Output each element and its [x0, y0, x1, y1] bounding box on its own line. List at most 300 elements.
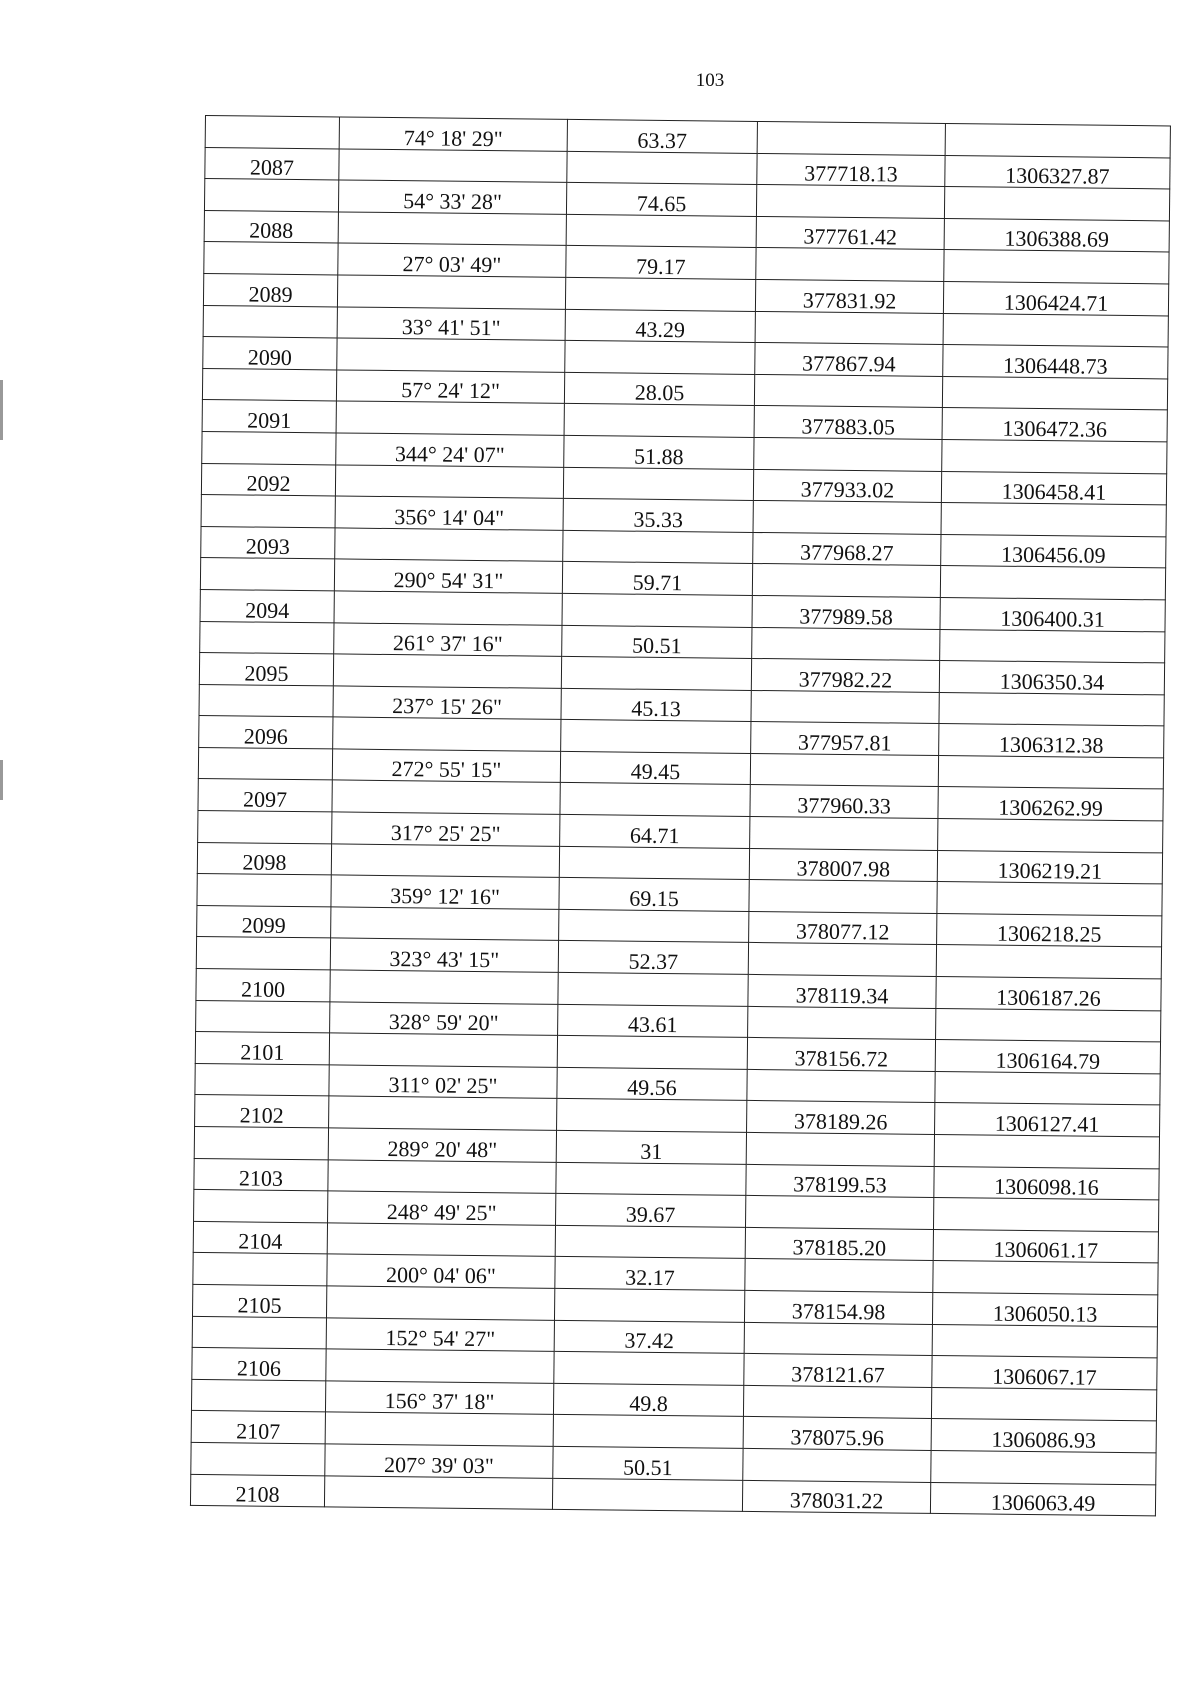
northing-value: 1306262.99 [998, 794, 1103, 821]
northing-cell [933, 1229, 1158, 1263]
northing-cell [936, 1008, 1161, 1042]
station-cell [193, 1253, 327, 1286]
bearing-cell [326, 1286, 554, 1320]
northing-value: 1306400.31 [1000, 605, 1105, 632]
station-cell [195, 1032, 329, 1065]
distance-cell [558, 941, 748, 975]
easting-cell [753, 501, 941, 535]
station-value: 2099 [241, 912, 286, 939]
northing-value: 1306127.41 [994, 1110, 1100, 1137]
northing-cell [933, 1261, 1158, 1295]
distance-value: 43.61 [627, 1011, 678, 1038]
bearing-cell [334, 622, 562, 656]
distance-cell [560, 783, 750, 817]
easting-cell [745, 1259, 933, 1293]
station-value: 2105 [237, 1291, 282, 1318]
easting-cell [751, 659, 939, 693]
northing-value: 1306472.36 [1002, 415, 1108, 442]
northing-value: 1306388.69 [1004, 226, 1110, 253]
northing-cell [944, 250, 1169, 284]
station-value: 2098 [242, 849, 287, 876]
easting-cell [752, 627, 940, 661]
distance-cell [552, 1478, 742, 1512]
easting-value: 377867.94 [801, 350, 896, 377]
bearing-cell [333, 654, 561, 688]
northing-cell [944, 187, 1169, 221]
distance-value: 45.13 [631, 695, 681, 722]
bearing-value: 74° 18' 29" [403, 124, 503, 151]
distance-cell [564, 435, 754, 469]
easting-value: 378185.20 [792, 1234, 887, 1261]
northing-value: 1306187.26 [996, 984, 1101, 1011]
bearing-value: 359° 12' 16" [390, 882, 501, 910]
bearing-cell [330, 1002, 558, 1036]
bearing-cell [329, 1065, 557, 1099]
distance-cell [557, 1067, 747, 1101]
bearing-cell [333, 717, 561, 751]
northing-cell [935, 1071, 1160, 1105]
easting-value: 378154.98 [791, 1297, 886, 1324]
easting-cell [748, 943, 936, 977]
distance-cell [559, 878, 749, 912]
bearing-cell [331, 907, 559, 941]
bearing-value: 54° 33' 28" [403, 187, 503, 214]
table-body [190, 116, 1170, 1516]
station-cell [197, 842, 331, 875]
station-value: 2101 [240, 1039, 285, 1065]
easting-cell [749, 848, 937, 882]
easting-cell [752, 595, 940, 629]
easting-cell [746, 1132, 934, 1166]
easting-value: 378077.12 [795, 918, 890, 945]
bearing-cell [336, 433, 564, 467]
station-value: 2093 [245, 533, 290, 560]
station-cell [194, 1190, 328, 1223]
distance-cell [566, 214, 756, 248]
bearing-cell [327, 1223, 555, 1257]
easting-cell [756, 248, 944, 282]
northing-value: 1306219.21 [997, 857, 1103, 885]
station-cell [192, 1316, 326, 1349]
northing-value: 1306327.87 [1005, 162, 1110, 189]
northing-cell [940, 629, 1165, 663]
station-value: 2106 [236, 1355, 282, 1381]
easting-cell [757, 121, 945, 155]
bearing-value: 356° 14' 04" [394, 503, 505, 530]
distance-cell [566, 183, 756, 217]
distance-cell [559, 909, 749, 943]
easting-cell [751, 690, 939, 724]
distance-cell [555, 1225, 745, 1259]
distance-cell [553, 1383, 743, 1417]
northing-cell [932, 1292, 1157, 1326]
bearing-cell [332, 780, 560, 814]
station-cell [205, 147, 339, 180]
station-cell [195, 1063, 329, 1096]
northing-cell [938, 819, 1163, 853]
page-number: 103 [695, 70, 725, 91]
bearing-cell [338, 212, 566, 246]
bearing-cell [337, 275, 565, 309]
distance-value: 74.65 [636, 190, 687, 216]
northing-cell [942, 439, 1167, 473]
bearing-cell [334, 591, 562, 625]
distance-value: 37.42 [624, 1327, 675, 1354]
northing-value: 1306086.93 [991, 1426, 1097, 1453]
bearing-value: 33° 41' 51" [401, 314, 501, 341]
northing-cell [942, 408, 1167, 442]
bearing-cell [339, 117, 567, 151]
distance-cell [554, 1320, 744, 1354]
station-value: 2103 [238, 1165, 284, 1192]
station-cell [197, 905, 331, 938]
station-value: 2107 [236, 1418, 281, 1444]
station-cell [195, 1095, 329, 1128]
station-cell [203, 305, 337, 338]
station-cell [203, 337, 337, 370]
distance-value: 79.17 [636, 253, 686, 280]
bearing-cell [334, 559, 562, 593]
northing-cell [945, 155, 1170, 189]
northing-value: 1306218.25 [996, 921, 1102, 948]
northing-value: 1306350.34 [999, 668, 1105, 695]
bearing-cell [328, 1128, 556, 1162]
station-cell [201, 463, 335, 496]
northing-cell [931, 1419, 1156, 1453]
easting-value: 378121.67 [791, 1361, 885, 1388]
northing-cell [944, 218, 1169, 252]
distance-cell [563, 530, 753, 564]
easting-cell [756, 216, 944, 250]
station-value: 2091 [247, 407, 292, 433]
distance-cell [562, 625, 752, 659]
easting-cell [750, 753, 938, 787]
northing-cell [943, 281, 1168, 315]
station-cell [197, 874, 331, 907]
station-cell [193, 1284, 327, 1317]
northing-cell [943, 345, 1168, 379]
station-cell [198, 811, 332, 844]
easting-value: 378007.98 [796, 855, 891, 882]
northing-cell [939, 692, 1164, 726]
station-cell [191, 1411, 325, 1444]
bearing-value: 237° 15' 26" [392, 693, 503, 720]
bearing-cell [325, 1444, 553, 1478]
distance-value: 49.8 [629, 1391, 668, 1417]
bearing-value: 317° 25' 25" [390, 819, 501, 846]
distance-cell [560, 814, 750, 848]
northing-cell [943, 313, 1168, 347]
northing-value: 1306448.73 [1002, 352, 1108, 379]
easting-cell [754, 374, 942, 408]
northing-cell [935, 1040, 1160, 1074]
station-cell [204, 179, 338, 212]
easting-cell [748, 1006, 936, 1040]
distance-value: 49.56 [627, 1075, 677, 1101]
station-cell [192, 1348, 326, 1381]
northing-value: 1306050.13 [992, 1300, 1098, 1327]
station-cell [200, 589, 334, 622]
distance-cell [566, 246, 756, 280]
distance-value: 39.67 [625, 1201, 676, 1227]
station-value: 2087 [249, 154, 295, 181]
bearing-cell [339, 149, 567, 183]
distance-value: 35.33 [633, 506, 684, 532]
easting-value: 377761.42 [803, 223, 898, 250]
bearing-cell [324, 1475, 552, 1509]
northing-cell [933, 1198, 1158, 1232]
bearing-cell [328, 1159, 556, 1193]
northing-cell [931, 1387, 1156, 1421]
easting-cell [753, 469, 941, 503]
station-value: 2097 [242, 786, 288, 812]
easting-value: 378031.22 [789, 1487, 884, 1514]
distance-cell [563, 499, 753, 533]
distance-cell [560, 751, 750, 785]
bearing-value: 290° 54' 31" [393, 566, 504, 594]
distance-value: 43.29 [635, 316, 686, 343]
northing-cell [934, 1166, 1159, 1200]
bearing-cell [336, 370, 564, 404]
distance-cell [558, 1004, 748, 1038]
station-cell [199, 653, 333, 686]
distance-cell [561, 688, 751, 722]
bearing-value: 323° 43' 15" [389, 946, 500, 973]
distance-value: 59.71 [632, 569, 683, 596]
distance-cell [554, 1352, 744, 1386]
northing-cell [937, 850, 1162, 884]
northing-cell [934, 1134, 1159, 1168]
easting-cell [744, 1354, 932, 1388]
station-cell [194, 1158, 328, 1191]
station-cell [203, 273, 337, 306]
station-cell [191, 1442, 325, 1475]
easting-cell [745, 1196, 933, 1230]
bearing-cell [338, 243, 566, 277]
northing-cell [937, 882, 1162, 916]
bearing-cell [333, 686, 561, 720]
easting-value: 377831.92 [802, 287, 897, 314]
station-value: 2102 [239, 1102, 284, 1128]
bearing-value: 289° 20' 48" [387, 1135, 498, 1162]
distance-value: 50.51 [623, 1454, 673, 1480]
station-cell [202, 400, 336, 433]
easting-value: 377982.22 [798, 666, 893, 693]
easting-cell [747, 1101, 935, 1135]
bearing-cell [337, 307, 565, 341]
station-cell [202, 431, 336, 464]
station-cell [204, 242, 338, 275]
station-cell [196, 937, 330, 970]
easting-cell [743, 1448, 931, 1482]
distance-value: 50.51 [631, 632, 682, 659]
bearing-cell [331, 875, 559, 909]
distance-cell [556, 1130, 746, 1164]
station-cell [199, 716, 333, 749]
northing-cell [937, 913, 1162, 947]
distance-value: 64.71 [629, 822, 680, 848]
station-cell [200, 558, 334, 591]
bearing-cell [336, 401, 564, 435]
easting-cell [742, 1480, 930, 1514]
easting-value: 377957.81 [797, 729, 892, 756]
distance-cell [556, 1194, 746, 1228]
northing-cell [941, 503, 1166, 537]
distance-cell [561, 720, 751, 754]
easting-cell [755, 343, 943, 377]
station-value: 2108 [235, 1481, 280, 1508]
bearing-cell [338, 180, 566, 214]
easting-cell [750, 817, 938, 851]
bearing-value: 156° 37' 18" [384, 1388, 495, 1415]
distance-cell [558, 972, 748, 1006]
northing-cell [940, 566, 1165, 600]
easting-value: 378189.26 [793, 1108, 888, 1135]
easting-cell [755, 311, 943, 345]
bearing-cell [329, 1096, 557, 1130]
easting-value: 377989.58 [799, 602, 893, 629]
distance-cell [563, 467, 753, 501]
easting-cell [743, 1385, 931, 1419]
distance-cell [559, 846, 749, 880]
station-cell [201, 526, 335, 559]
station-value: 2089 [248, 281, 293, 307]
distance-cell [564, 404, 754, 438]
distance-value: 32.17 [625, 1264, 675, 1291]
bearing-cell [325, 1412, 553, 1446]
bearing-cell [330, 938, 558, 972]
easting-cell [752, 564, 940, 598]
northing-cell [945, 124, 1170, 158]
station-value: 2090 [247, 344, 293, 370]
easting-cell [745, 1227, 933, 1261]
northing-cell [932, 1356, 1157, 1390]
bearing-value: 207° 39' 03" [383, 1451, 494, 1478]
northing-cell [936, 945, 1161, 979]
station-cell [194, 1126, 328, 1159]
bearing-value: 261° 37' 16" [392, 630, 503, 657]
easting-value: 377933.02 [800, 476, 895, 503]
distance-cell [565, 309, 755, 343]
easting-cell [756, 185, 944, 219]
station-cell [190, 1474, 324, 1507]
distance-value: 28.05 [634, 380, 685, 406]
distance-value: 31 [640, 1138, 663, 1164]
easting-cell [755, 279, 943, 313]
station-cell [198, 779, 332, 812]
distance-cell [567, 119, 757, 153]
easting-value: 377883.05 [801, 413, 896, 440]
bearing-cell [325, 1381, 553, 1415]
northing-value: 1306061.17 [993, 1236, 1099, 1264]
easting-cell [743, 1417, 931, 1451]
easting-value: 378119.34 [795, 982, 889, 1009]
station-cell [196, 968, 330, 1001]
easting-cell [754, 406, 942, 440]
station-cell [205, 116, 339, 149]
distance-cell [567, 151, 757, 185]
easting-value: 377960.33 [797, 792, 891, 819]
survey-coordinates-table [190, 115, 1171, 1516]
station-cell [196, 1000, 330, 1033]
station-cell [199, 684, 333, 717]
distance-cell [562, 562, 752, 596]
northing-cell [940, 597, 1165, 631]
northing-value: 1306164.79 [995, 1047, 1101, 1074]
bearing-value: 200° 04' 06" [385, 1261, 496, 1289]
northing-cell [938, 787, 1163, 821]
bearing-cell [335, 496, 563, 530]
northing-value: 1306063.49 [990, 1489, 1096, 1516]
easting-cell [747, 1038, 935, 1072]
bearing-cell [335, 464, 563, 498]
distance-value: 51.88 [633, 443, 684, 469]
northing-value: 1306456.09 [1000, 541, 1106, 569]
distance-cell [557, 1036, 747, 1070]
station-value: 2088 [249, 217, 294, 244]
station-value: 2094 [245, 596, 290, 623]
station-cell [198, 747, 332, 780]
distance-cell [556, 1162, 746, 1196]
easting-cell [749, 911, 937, 945]
scan-edge-mark [0, 380, 3, 440]
distance-cell [554, 1288, 744, 1322]
station-cell [191, 1379, 325, 1412]
station-cell [204, 210, 338, 243]
station-cell [193, 1221, 327, 1254]
bearing-value: 152° 54' 27" [385, 1325, 496, 1352]
northing-value: 1306458.41 [1001, 478, 1107, 505]
scan-edge-mark [0, 760, 3, 800]
station-value: 2092 [246, 470, 291, 497]
bearing-cell [332, 749, 560, 783]
distance-cell [553, 1415, 743, 1449]
bearing-value: 57° 24' 12" [401, 377, 501, 404]
easting-value: 378199.53 [793, 1171, 887, 1198]
easting-cell [746, 1164, 934, 1198]
northing-cell [939, 724, 1164, 758]
distance-cell [564, 372, 754, 406]
station-value: 2095 [244, 660, 289, 686]
easting-cell [748, 974, 936, 1008]
northing-cell [931, 1450, 1156, 1484]
northing-value: 1306424.71 [1003, 289, 1109, 316]
station-cell [201, 495, 335, 528]
distance-value: 52.37 [628, 948, 679, 975]
northing-cell [932, 1324, 1157, 1358]
station-value: 2104 [238, 1228, 283, 1255]
bearing-cell [329, 1033, 557, 1067]
bearing-cell [326, 1317, 554, 1351]
bearing-cell [332, 812, 560, 846]
station-value: 2096 [243, 723, 288, 749]
northing-cell [936, 976, 1161, 1010]
easting-cell [749, 880, 937, 914]
distance-cell [565, 277, 755, 311]
distance-cell [562, 593, 752, 627]
bearing-value: 311° 02' 25" [388, 1072, 498, 1099]
easting-value: 378156.72 [794, 1045, 889, 1072]
easting-cell [753, 532, 941, 566]
distance-value: 63.37 [637, 127, 688, 153]
northing-cell [930, 1482, 1155, 1516]
bearing-value: 328° 59' 20" [388, 1009, 499, 1036]
station-cell [202, 368, 336, 401]
bearing-cell [326, 1349, 554, 1383]
easting-cell [754, 437, 942, 471]
bearing-cell [335, 528, 563, 562]
distance-cell [553, 1446, 743, 1480]
